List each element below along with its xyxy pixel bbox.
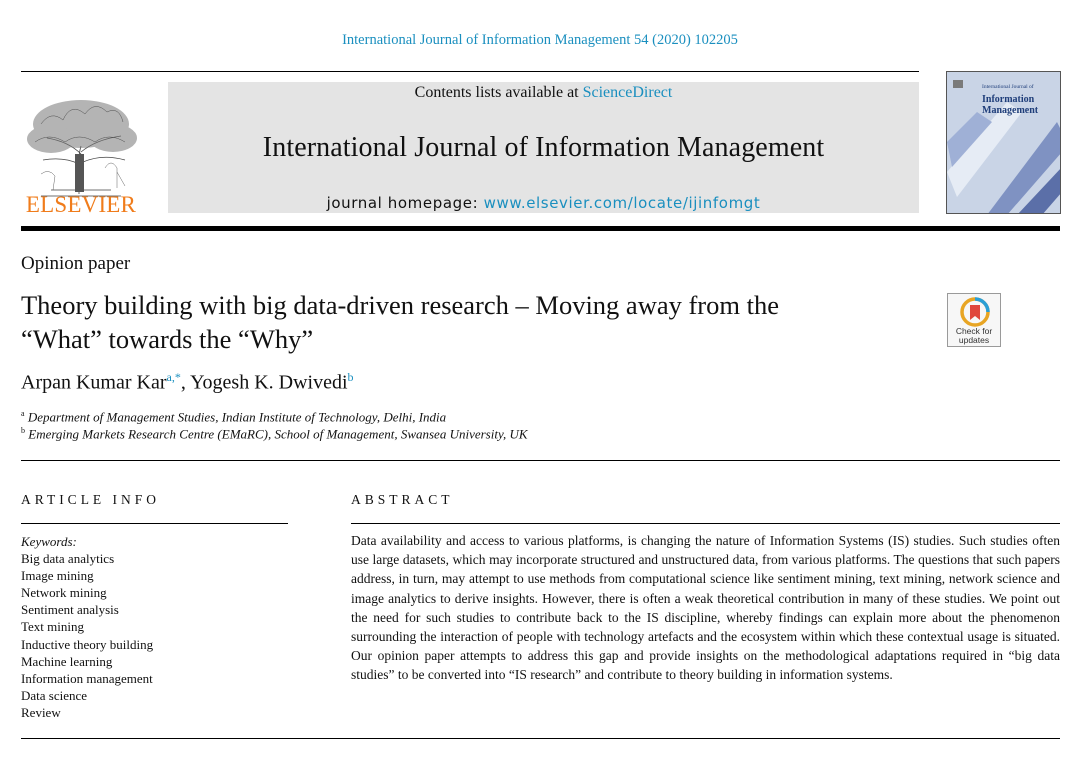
section-rule (21, 460, 1060, 461)
keyword-item: Data science (21, 687, 88, 703)
author-affiliation-mark[interactable]: b (347, 370, 354, 384)
article-type: Opinion paper (21, 253, 131, 274)
check-for-updates-badge[interactable] (947, 293, 1001, 347)
homepage-prefix: journal homepage: (326, 194, 484, 212)
contents-availability (168, 84, 919, 102)
keyword-item: Text mining (21, 619, 85, 635)
cover-title-line1: Information (982, 94, 1035, 105)
keyword-item: Information management (21, 670, 153, 686)
keyword-item: Sentiment analysis (21, 602, 119, 618)
keyword-item: Inductive theory building (21, 636, 154, 652)
article-title-line2: “What” towards the “Why” (21, 324, 314, 354)
abstract-rule (351, 523, 1060, 524)
article-info-heading: ARTICLE INFO (21, 492, 161, 507)
keyword-item: Network mining (21, 585, 107, 601)
header-top-rule (21, 71, 919, 72)
keyword-item: Image mining (21, 568, 94, 584)
article-info-rule (21, 523, 288, 524)
keyword-item: Big data analytics (21, 551, 115, 567)
header-thick-rule (21, 226, 1060, 231)
keyword-item: Review (21, 704, 61, 720)
author-name[interactable]: Arpan Kumar Kar (21, 371, 167, 394)
contents-prefix: Contents lists available at (414, 84, 583, 101)
affiliation-mark: b (21, 426, 25, 435)
cover-small-text: International Journal of (982, 84, 1034, 90)
affiliation-b (21, 426, 528, 442)
sciencedirect-link[interactable]: ScienceDirect (582, 84, 673, 101)
author-affiliation-mark[interactable]: a,* (166, 370, 181, 384)
journal-reference[interactable]: International Journal of Information Management 54 (2020) 102205 (342, 32, 738, 48)
journal-title: International Journal of Information Management (262, 132, 825, 163)
article-title (21, 288, 921, 356)
check-updates-line1: Check for (955, 326, 993, 336)
affiliation-text: Department of Management Studies, Indian Institute of Technology, Delhi, India (27, 409, 447, 425)
check-updates-line2: updates (958, 334, 990, 345)
affiliation-a (21, 409, 446, 425)
abstract-text: Data availability and access to various platforms, is changing the nature of Information Systems (IS) studies. Such studies often use large datasets, which may incorporate structured and unstructured data, from various platforms. The questions that such papers address, in turn, may attempt to use methods from computational science like sentiment mining, text mining, network science and image analytics to derive insights. However, there is often a weak theoretical contribution in many of these studies. We point out the need for such studies to contribute back to the IS discipline, whereby findings can explain more about the phenomenon surrounding the interaction of people with technology artefacts and the ecosystem within which these contextual usage is situated. Our opinion paper attempts to address this gap and provide insights on the methodological adaptations required in “big data studies” to be converted into “IS research” and contribute to theory building in information systems. (351, 533, 1060, 683)
affiliation-mark: a (21, 409, 25, 418)
publisher-name: ELSEVIER (25, 192, 137, 217)
abstract-heading: ABSTRACT (351, 492, 454, 507)
article-title-line1: Theory building with big data-driven research – Moving away from the (21, 290, 779, 320)
author-name[interactable]: Yogesh K. Dwivedi (190, 371, 348, 394)
bottom-rule (21, 738, 1060, 739)
journal-homepage (168, 194, 919, 212)
affiliation-text: Emerging Markets Research Centre (EMaRC), School of Management, Swansea University, UK (28, 426, 528, 442)
cover-title-line2: Management (982, 105, 1039, 116)
check-updates-label (948, 327, 1000, 344)
homepage-link[interactable]: www.elsevier.com/locate/ijinfomgt (483, 194, 761, 212)
author-separator: , (180, 371, 191, 394)
keyword-item: Machine learning (21, 653, 113, 669)
keywords-label: Keywords: (21, 534, 77, 549)
check-updates-icon (960, 297, 990, 327)
journal-cover-thumbnail[interactable] (946, 71, 1061, 214)
keywords-list (21, 533, 153, 721)
author-list (21, 370, 354, 395)
